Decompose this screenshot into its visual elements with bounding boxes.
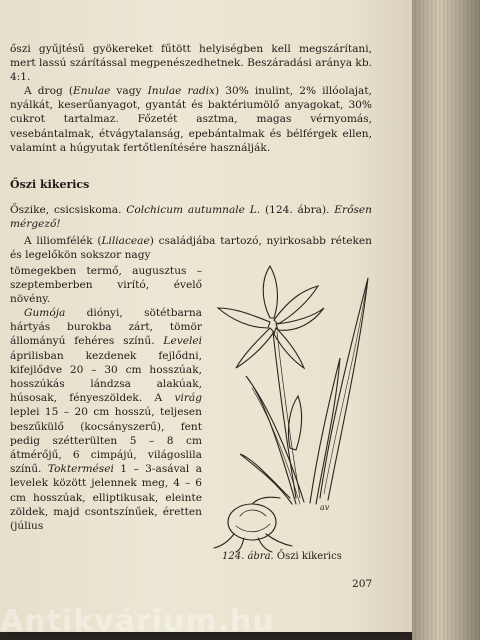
toktermesei-label: Toktermései bbox=[47, 463, 114, 476]
figure-caption bbox=[222, 551, 342, 562]
paragraph-1-text: őszi gyűjtésű gyökereket fűtött helyiségben kell megszárítani, mert lassú szárítással megpenészedhetnek. Beszáradási aránya kb. 4:1. bbox=[10, 43, 372, 84]
section-heading: Őszi kikerics bbox=[10, 178, 90, 191]
toktermesei-text: 1 – 3-asával a levelek között jelennek meg, 4 – 6 cm hosszúak, elliptikusak, eleinte zöldek, majd csontszínűek, éretten (július bbox=[10, 463, 202, 533]
levelei-label: Levelei bbox=[163, 335, 203, 348]
family-c: tömegekben termő, augusztus – szeptemberben virító, évelő növény. bbox=[10, 265, 202, 306]
gumo-text: diónyi, sötétbarna hártyás burokba zárt, tömör állományú fehéres színű. bbox=[10, 307, 202, 348]
description-paragraph bbox=[10, 306, 202, 533]
virag-label: virág bbox=[174, 392, 202, 405]
paragraph-2 bbox=[10, 84, 372, 155]
p2-latin-1: Enulae bbox=[72, 85, 111, 97]
family-b: ) családjába tartozó, nyirkosabb réteken és legelőkön sokszor nagy bbox=[10, 235, 372, 262]
caption-text: Őszi kikerics bbox=[273, 551, 342, 562]
p2-c: ) 30% inulint, 2% illóolajat, nyálkát, keserűanyagot, gyantát és baktériumölő anyagokat, 30% cukrot tartalmaz. Főzetét asztma, magas vérnyomás, vesebántalmak, étvágytalanság, epebántalmak és bélférgek ellen, valamint a húgyutak fertőtlenítésére használják. bbox=[10, 85, 372, 154]
p2-a: A drog ( bbox=[24, 85, 73, 97]
p2-b: vagy bbox=[110, 85, 148, 97]
page-edge bbox=[412, 0, 480, 640]
gumo-label: Gumója bbox=[24, 307, 66, 319]
paragraph-1 bbox=[10, 42, 372, 85]
family-latin: Liliaceae bbox=[101, 235, 150, 247]
paragraph-2-text bbox=[10, 84, 372, 155]
intro-warning: Erősen mérgező! bbox=[10, 204, 372, 231]
colchicum-illustration bbox=[200, 258, 400, 553]
levelei-text: áprilisban kezdenek fejlődni, kifejlődve 20 – 30 cm hosszúak, hosszúkás lándzsa alakúak, húsosak, fényeszöldek. A bbox=[10, 349, 202, 405]
intro-latin-name: Colchicum autumnale L. bbox=[126, 204, 261, 216]
family-paragraph-cont bbox=[10, 264, 202, 307]
virag-text: leplei 15 – 20 cm hosszú, teljesen beszűkülő (kocsányszerű), fent pedig szétterülten 5 – 8 cm átmérőjű, 6 cimpájú, világoslila színű. bbox=[10, 406, 202, 476]
watermark: Antikvárium.hu bbox=[0, 604, 275, 639]
section-intro-text bbox=[10, 203, 372, 231]
family-a: A liliomfélék ( bbox=[24, 235, 102, 247]
illustration-signature: av bbox=[320, 503, 330, 512]
intro-figure-ref: (124. ábra). bbox=[260, 204, 335, 216]
intro-common-names: Őszike, csicsiskoma. bbox=[10, 204, 127, 216]
p2-latin-2: Inulae radix bbox=[147, 85, 216, 97]
caption-number: 124. ábra. bbox=[222, 551, 274, 562]
section-intro bbox=[10, 203, 372, 231]
page-number: 207 bbox=[352, 578, 373, 590]
